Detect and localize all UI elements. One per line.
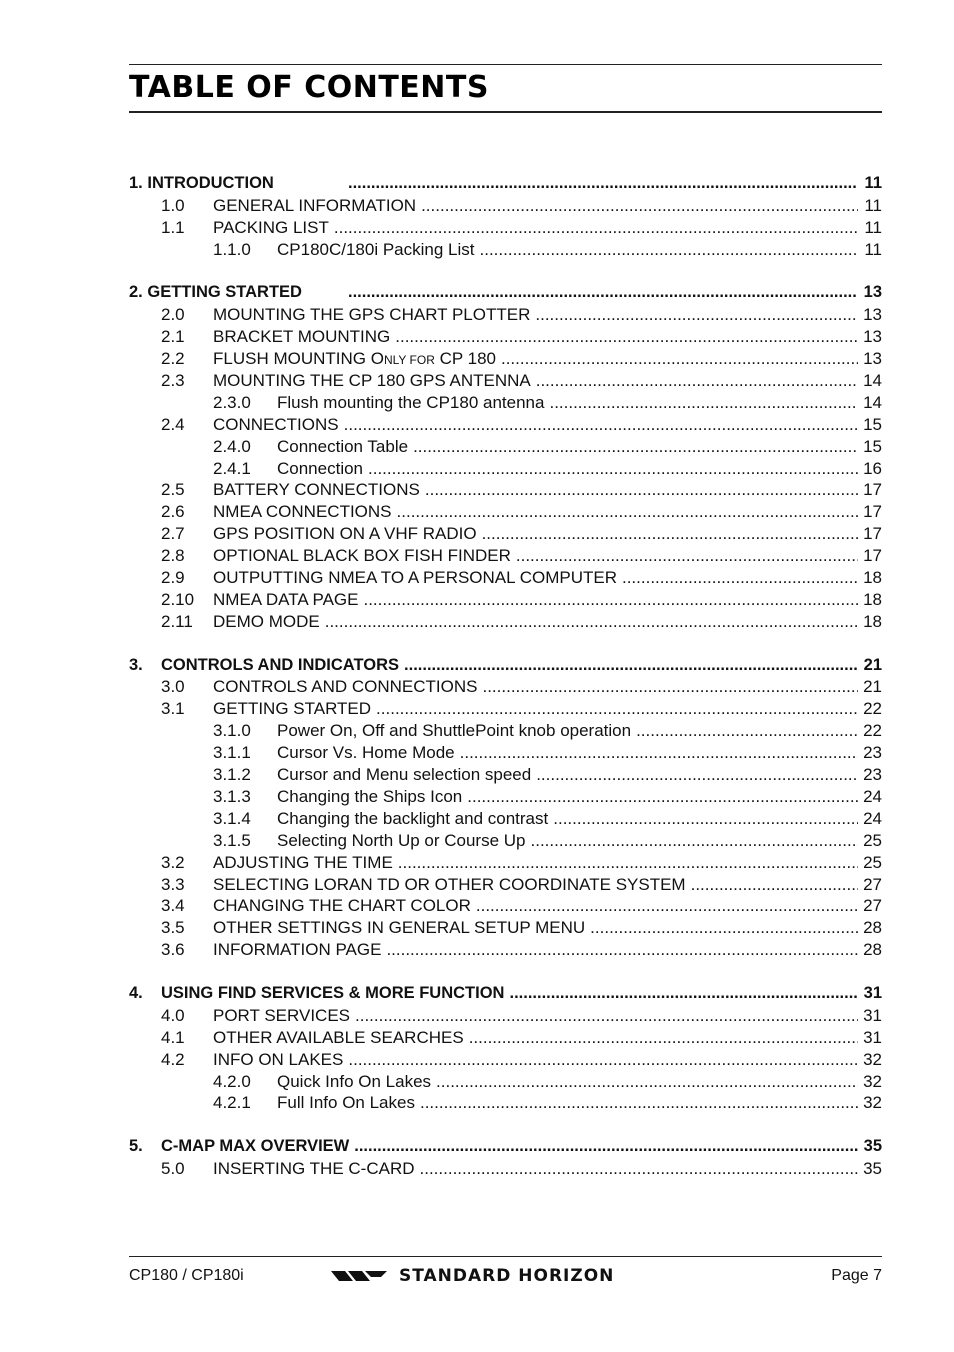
entry-number: 4.2.0 [213, 1071, 251, 1091]
toc-entry [0, 545, 954, 567]
toc-subentry [0, 786, 954, 808]
entry-number: 3.4 [161, 896, 185, 916]
entry-page-number: 11 [864, 239, 882, 259]
entry-number: 2.7 [161, 524, 185, 544]
entry-number: 1.1 [161, 217, 185, 237]
dot-leader-dots [531, 830, 858, 852]
entry-page-number: 13 [863, 327, 882, 347]
entry-label: INSERTING THE C-CARD [213, 1159, 415, 1179]
dot-leader-dots [536, 764, 858, 786]
toc-entry [0, 523, 954, 545]
toc-section [0, 282, 954, 632]
dot-leader-dots [535, 304, 858, 326]
dot-leader-dots [386, 939, 858, 961]
entry-label: Quick Info On Lakes [277, 1071, 432, 1091]
toc-entry [0, 895, 954, 917]
entry-page-number: 11 [864, 195, 882, 215]
entry-leader [213, 326, 858, 348]
section-label: CONTROLS AND INDICATORS [161, 655, 400, 674]
dot-leader-dots [501, 348, 858, 372]
entry-leader [277, 720, 858, 742]
entry-label: Cursor Vs. Home Mode [277, 743, 455, 763]
dot-leader-dots [436, 1071, 858, 1093]
toc-entry [0, 1158, 954, 1180]
toc-entry [0, 698, 954, 720]
dot-leader-dots [348, 282, 858, 304]
toc-entry [0, 1027, 954, 1049]
toc-section [0, 1136, 954, 1180]
entry-leader [213, 195, 858, 217]
brand-logo [331, 1266, 614, 1286]
toc-entry [0, 917, 954, 939]
entry-leader [277, 764, 858, 786]
entry-page-number: 17 [863, 546, 882, 566]
top-rule [129, 64, 882, 65]
dot-leader-dots [549, 392, 858, 414]
entry-leader [277, 436, 858, 458]
entry-page-number: 16 [863, 458, 882, 478]
entry-label: OPTIONAL BLACK BOX FISH FINDER [213, 546, 511, 566]
section-page-number: 31 [863, 983, 882, 1002]
entry-leader [213, 545, 858, 567]
entry-page-number: 23 [863, 765, 882, 785]
dot-leader-dots [395, 326, 858, 348]
entry-label: Changing the Ships Icon [277, 786, 463, 806]
entry-page-number: 35 [863, 1159, 882, 1179]
entry-number: 2.9 [161, 568, 185, 588]
entry-leader [213, 501, 858, 523]
toc-subentry [0, 764, 954, 786]
section-number: 5. [129, 1137, 143, 1156]
entry-leader [277, 392, 858, 414]
entry-leader [277, 742, 858, 764]
entry-number: 3.0 [161, 677, 185, 697]
entry-leader [277, 458, 858, 480]
dot-leader-dots [404, 655, 858, 677]
entry-number: 4.2 [161, 1049, 185, 1069]
entry-leader [213, 1158, 858, 1180]
toc-entry [0, 195, 954, 217]
standard-horizon-logo-icon [331, 1268, 387, 1284]
entry-number: 3.5 [161, 918, 185, 938]
entry-page-number: 23 [863, 743, 882, 763]
toc-entry [0, 1005, 954, 1027]
entry-page-number: 22 [863, 699, 882, 719]
entry-number: 2.3 [161, 371, 185, 391]
dot-leader-dots [354, 1136, 858, 1158]
entry-leader [213, 698, 858, 720]
entry-leader [213, 1027, 858, 1049]
entry-number: 3.1.3 [213, 786, 251, 806]
entry-label: MOUNTING THE CP 180 GPS ANTENNA [213, 371, 531, 391]
toc-subentry [0, 808, 954, 830]
dot-leader-dots [536, 370, 858, 392]
entry-number: 3.2 [161, 852, 185, 872]
dot-leader-dots [509, 983, 858, 1005]
entry-number: 2.1 [161, 327, 185, 347]
toc-entry [0, 479, 954, 501]
entry-page-number: 32 [863, 1049, 882, 1069]
entry-leader [213, 1049, 858, 1071]
toc-entry [0, 939, 954, 961]
entry-leader [277, 1092, 858, 1114]
toc-entry [0, 611, 954, 633]
toc-entry [0, 589, 954, 611]
entry-page-number: 28 [863, 940, 882, 960]
dot-leader-dots [553, 808, 858, 830]
entry-label: GENERAL INFORMATION [213, 195, 417, 215]
section-heading [0, 655, 954, 677]
entry-leader [213, 217, 858, 239]
entry-page-number: 17 [863, 502, 882, 522]
entry-label: Connection [277, 458, 364, 478]
entry-leader [277, 1071, 858, 1093]
entry-page-number: 11 [864, 217, 882, 237]
entry-number: 3.1.5 [213, 830, 251, 850]
section-page-number: 13 [863, 283, 882, 302]
dot-leader-dots [469, 1027, 858, 1049]
entry-label: INFORMATION PAGE [213, 940, 382, 960]
entry-page-number: 27 [863, 874, 882, 894]
dot-leader-dots [363, 589, 858, 611]
entry-leader [277, 830, 858, 852]
entry-label: BRACKET MOUNTING [213, 327, 391, 347]
entry-label: Cursor and Menu selection speed [277, 765, 532, 785]
entry-label: Selecting North Up or Course Up [277, 830, 526, 850]
entry-number: 1.0 [161, 195, 185, 215]
entry-number: 2.2 [161, 349, 185, 369]
dot-leader-dots [398, 852, 858, 874]
entry-label: NMEA CONNECTIONS [213, 502, 392, 522]
entry-number: 2.5 [161, 480, 185, 500]
entry-label: BATTERY CONNECTIONS [213, 480, 420, 500]
entry-page-number: 31 [863, 1005, 882, 1025]
entry-label: Flush mounting the CP180 antenna [277, 392, 545, 412]
section-title [129, 282, 302, 304]
entry-label: GETTING STARTED [213, 699, 372, 719]
toc-subentry [0, 830, 954, 852]
footer-model: CP180 / CP180i [129, 1267, 244, 1284]
entry-number: 4.0 [161, 1005, 185, 1025]
entry-page-number: 32 [863, 1071, 882, 1091]
entry-label: PACKING LIST [213, 217, 329, 237]
entry-page-number: 13 [863, 349, 882, 369]
entry-leader [213, 567, 858, 589]
section-number: 3. [129, 655, 143, 674]
entry-number: 2.4.0 [213, 436, 251, 456]
dot-leader-dots [421, 195, 858, 217]
dot-leader-dots [355, 1005, 858, 1027]
toc-entry [0, 217, 954, 239]
toc-section [0, 655, 954, 961]
entry-label: PORT SERVICES [213, 1005, 350, 1025]
dot-leader-dots [590, 917, 858, 939]
entry-label: CONNECTIONS [213, 414, 339, 434]
section-heading [0, 173, 954, 195]
entry-label: SELECTING LORAN TD OR OTHER COORDINATE SYSTEM [213, 874, 686, 894]
dot-leader-dots [368, 458, 858, 480]
entry-page-number: 22 [863, 721, 882, 741]
section-number: 1. [129, 174, 143, 192]
footer-page-number: Page 7 [831, 1267, 882, 1284]
dot-leader-dots [420, 1092, 858, 1114]
section-heading [0, 1136, 954, 1158]
entry-leader [213, 304, 858, 326]
page-title: TABLE OF CONTENTS [129, 70, 489, 105]
section-heading [0, 983, 954, 1005]
entry-leader [277, 786, 858, 808]
dot-leader-dots [344, 414, 858, 436]
dot-leader-dots [348, 173, 858, 195]
entry-page-number: 24 [863, 786, 882, 806]
footer-rule [129, 1256, 882, 1257]
dot-leader-dots [420, 1158, 858, 1180]
entry-label: MOUNTING THE GPS CHART PLOTTER [213, 305, 531, 325]
entry-label: NMEA DATA PAGE [213, 589, 359, 609]
entry-number: 3.1.0 [213, 721, 251, 741]
dot-leader-dots [334, 217, 858, 239]
toc-entry [0, 370, 954, 392]
section-page-number: 11 [864, 174, 882, 192]
entry-leader [213, 414, 858, 436]
dot-leader-dots [516, 545, 858, 567]
small-caps-text: NLY FOR [383, 353, 435, 368]
entry-number: 4.1 [161, 1027, 185, 1047]
dot-leader-dots [348, 1049, 858, 1071]
toc-entry [0, 414, 954, 436]
entry-number: 3.1.1 [213, 743, 251, 763]
toc-entry [0, 567, 954, 589]
entry-label: OTHER SETTINGS IN GENERAL SETUP MENU [213, 918, 586, 938]
entry-number: 2.3.0 [213, 392, 251, 412]
toc-entry [0, 1049, 954, 1071]
toc-entry [0, 304, 954, 326]
entry-page-number: 27 [863, 896, 882, 916]
toc-subentry [0, 1092, 954, 1114]
entry-number: 3.1.2 [213, 765, 251, 785]
entry-label: FLUSH MOUNTING ONLY FOR CP 180 [213, 349, 496, 369]
dot-leader-dots [476, 895, 858, 917]
entry-label: INFO ON LAKES [213, 1049, 344, 1069]
entry-page-number: 15 [863, 436, 882, 456]
entry-page-number: 32 [863, 1093, 882, 1113]
section-title-leader [161, 655, 858, 677]
entry-page-number: 18 [863, 568, 882, 588]
dot-leader-dots [425, 479, 858, 501]
section-title-leader [161, 983, 858, 1005]
entry-number: 3.3 [161, 874, 185, 894]
entry-page-number: 25 [863, 830, 882, 850]
entry-page-number: 15 [863, 414, 882, 434]
entry-label: Power On, Off and ShuttlePoint knob operation [277, 721, 632, 741]
section-label: C-MAP MAX OVERVIEW [161, 1137, 350, 1156]
entry-page-number: 14 [863, 371, 882, 391]
entry-number: 3.1.4 [213, 808, 251, 828]
entry-page-number: 18 [863, 589, 882, 609]
toc-entry [0, 852, 954, 874]
entry-number: 1.1.0 [213, 239, 251, 259]
entry-leader [213, 874, 858, 896]
entry-leader [213, 523, 858, 545]
entry-number: 2.11 [161, 611, 193, 631]
section-title [129, 173, 274, 195]
dot-leader-dots [482, 676, 858, 698]
dot-leader-dots [397, 501, 858, 523]
section-number: 4. [129, 983, 143, 1002]
dot-leader-dots [325, 611, 858, 633]
entry-page-number: 24 [863, 808, 882, 828]
entry-page-number: 17 [863, 524, 882, 544]
entry-label: Full Info On Lakes [277, 1093, 415, 1113]
entry-label: OUTPUTTING NMEA TO A PERSONAL COMPUTER [213, 568, 617, 588]
table-of-contents [0, 173, 954, 1202]
entry-label: Connection Table [277, 436, 409, 456]
entry-number: 3.1 [161, 699, 185, 719]
entry-leader [213, 348, 858, 372]
entry-number: 2.0 [161, 305, 185, 325]
entry-leader [213, 852, 858, 874]
section-page-number: 35 [863, 1137, 882, 1156]
entry-leader [213, 676, 858, 698]
entry-number: 2.6 [161, 502, 185, 522]
entry-label: GPS POSITION ON A VHF RADIO [213, 524, 477, 544]
entry-leader [277, 808, 858, 830]
toc-entry [0, 348, 954, 370]
toc-section [0, 173, 954, 261]
section-number: 2. [129, 283, 143, 302]
entry-leader [213, 917, 858, 939]
entry-page-number: 28 [863, 918, 882, 938]
entry-page-number: 17 [863, 480, 882, 500]
dot-leader-dots [691, 874, 858, 896]
entry-page-number: 13 [863, 305, 882, 325]
toc-subentry [0, 720, 954, 742]
entry-leader [213, 895, 858, 917]
dot-leader-dots [482, 523, 858, 545]
brand-name: STANDARD HORIZON [399, 1266, 615, 1286]
entry-leader [213, 370, 858, 392]
toc-entry [0, 501, 954, 523]
entry-label: CHANGING THE CHART COLOR [213, 896, 471, 916]
toc-subentry [0, 239, 954, 261]
section-label: INTRODUCTION [147, 174, 274, 192]
dot-leader-dots [413, 436, 858, 458]
entry-number: 2.8 [161, 546, 185, 566]
entry-number: 2.10 [161, 589, 195, 609]
entry-number: 2.4.1 [213, 458, 251, 478]
dot-leader-dots [460, 742, 858, 764]
entry-page-number: 31 [863, 1027, 882, 1047]
entry-page-number: 21 [863, 677, 882, 697]
entry-page-number: 18 [863, 611, 882, 631]
dot-leader-dots [636, 720, 858, 742]
entry-label: CP180C/180i Packing List [277, 239, 475, 259]
dot-leader-dots [622, 567, 858, 589]
entry-leader [213, 939, 858, 961]
entry-leader [277, 239, 858, 261]
entry-label: CONTROLS AND CONNECTIONS [213, 677, 478, 697]
toc-subentry [0, 458, 954, 480]
toc-subentry [0, 1071, 954, 1093]
section-title-leader [161, 1136, 858, 1158]
entry-leader [213, 589, 858, 611]
entry-label: DEMO MODE [213, 611, 320, 631]
toc-entry [0, 326, 954, 348]
toc-entry [0, 874, 954, 896]
entry-number: 2.4 [161, 414, 185, 434]
toc-entry [0, 676, 954, 698]
entry-page-number: 25 [863, 852, 882, 872]
entry-number: 5.0 [161, 1159, 185, 1179]
entry-label: ADJUSTING THE TIME [213, 852, 393, 872]
toc-subentry [0, 392, 954, 414]
entry-number: 3.6 [161, 940, 185, 960]
toc-subentry [0, 742, 954, 764]
dot-leader [348, 282, 858, 304]
toc-subentry [0, 436, 954, 458]
entry-label: Changing the backlight and contrast [277, 808, 549, 828]
section-heading [0, 282, 954, 304]
dot-leader-dots [480, 239, 858, 261]
section-label: USING FIND SERVICES & MORE FUNCTION [161, 983, 505, 1002]
dot-leader-dots [467, 786, 858, 808]
section-page-number: 21 [863, 655, 882, 674]
entry-leader [213, 479, 858, 501]
entry-label: OTHER AVAILABLE SEARCHES [213, 1027, 464, 1047]
section-label: GETTING STARTED [147, 283, 302, 302]
title-underline [129, 111, 882, 113]
dot-leader [348, 173, 858, 195]
entry-leader [213, 1005, 858, 1027]
toc-section [0, 983, 954, 1114]
entry-leader [213, 611, 858, 633]
dot-leader-dots [376, 698, 858, 720]
entry-number: 4.2.1 [213, 1093, 251, 1113]
entry-page-number: 14 [863, 392, 882, 412]
